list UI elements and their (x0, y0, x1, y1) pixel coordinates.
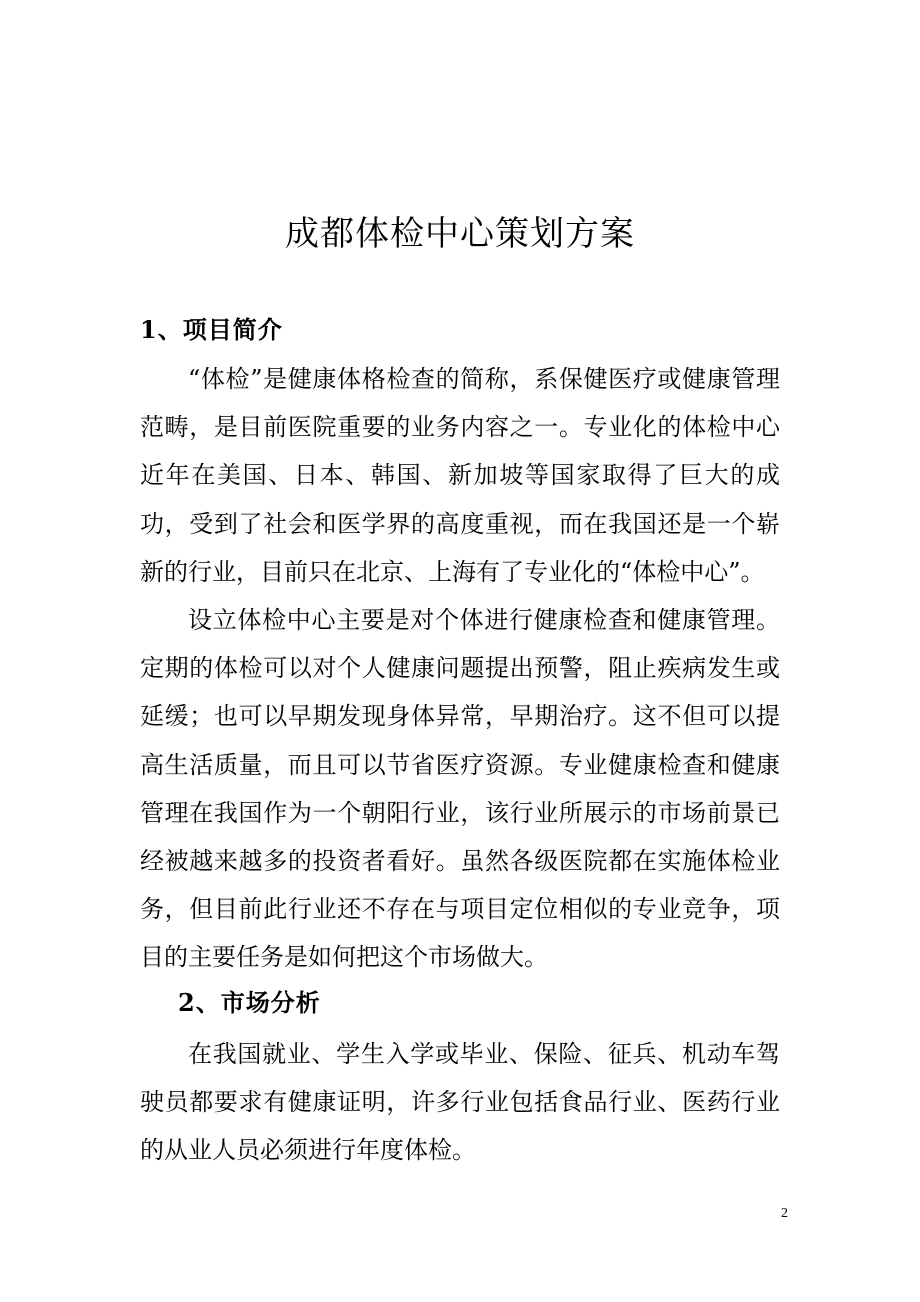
paragraph-market-analysis-1: 在我国就业、学生入学或毕业、保险、征兵、机动车驾驶员都要求有健康证明，许多行业包括食品行业、医药行业的从业人员必须进行年度体检。 (140, 1040, 780, 1165)
document-title: 成都体检中心策划方案 (285, 214, 635, 254)
section-heading-market-analysis: 2、市场分析 (178, 988, 321, 1017)
paragraph-project-intro-2: 设立体检中心主要是对个体进行健康检查和健康管理。定期的体检可以对个人健康问题提出预警，阻止疾病发生或延缓；也可以早期发现身体异常，早期治疗。这不但可以提高生活质量，而且可以节省医疗资源。专业健康检查和健康管理在我国作为一个朝阳行业，该行业所展示的市场前景已经被越来越多的投资者看好。虽然各级医院都在实施体检业务，但目前此行业还不存在与项目定位相似的专业竞争，项目的主要任务是如何把这个市场做大。 (140, 606, 780, 972)
page-number: 2 (781, 1206, 788, 1221)
section-heading-project-intro: 1、项目简介 (140, 315, 283, 344)
paragraph-project-intro-1: “体检”是健康体格检查的简称，系保健医疗或健康管理范畴，是目前医院重要的业务内容之一。专业化的体检中心近年在美国、日本、韩国、新加坡等国家取得了巨大的成功，受到了社会和医学界的高度重视，而在我国还是一个崭新的行业，目前只在北京、上海有了专业化的“体检中心”。 (140, 365, 780, 586)
